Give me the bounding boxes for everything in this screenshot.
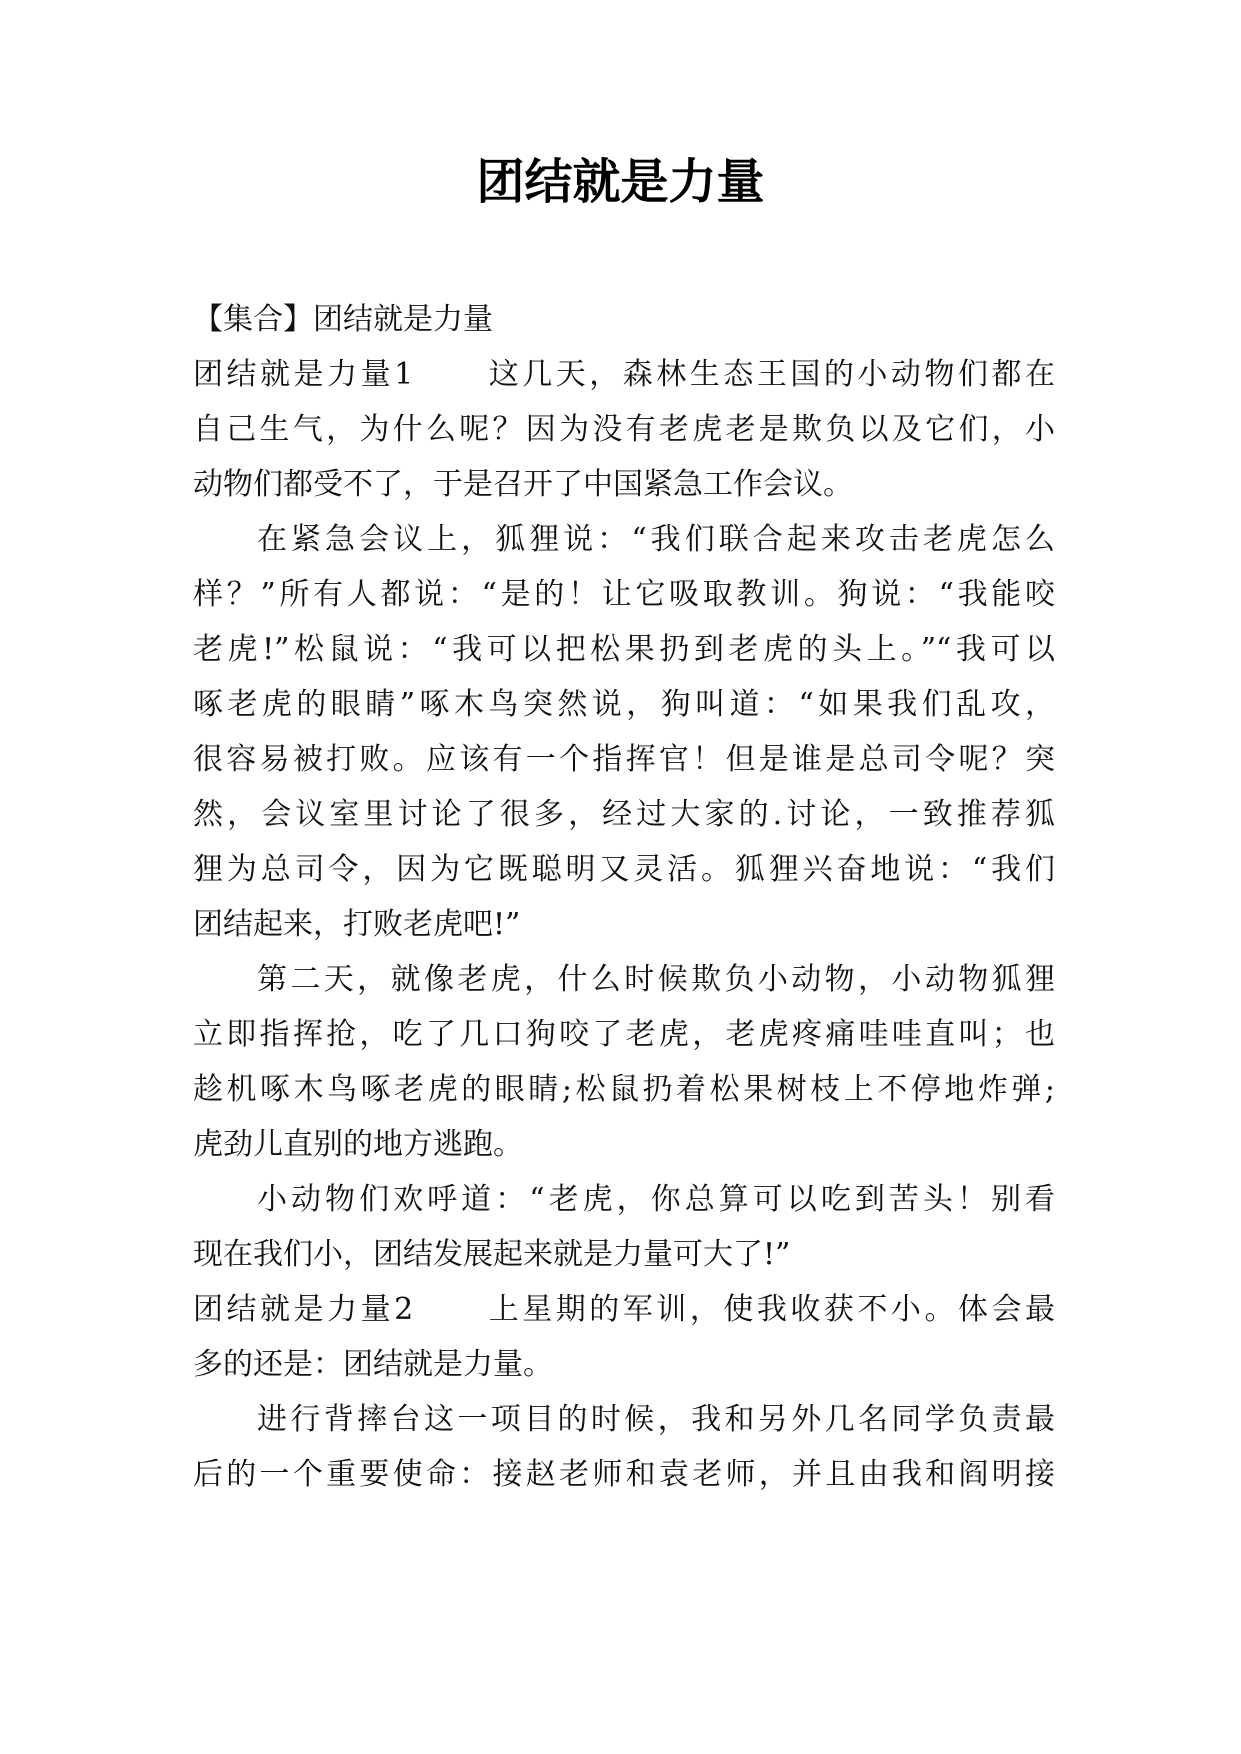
text-line: 自己生气，为什么呢？因为没有老虎老是欺负以及它们，小 xyxy=(193,412,1055,447)
text-line: 趁机啄木鸟啄老虎的眼睛;松鼠扔着松果树枝上不停地炸弹; xyxy=(193,1072,1055,1107)
paragraph-line: 小动物们欢呼道：“老虎，你总算可以吃到苦头！别看 xyxy=(257,1182,1055,1217)
paragraph-line: 在紧急会议上，狐狸说：“我们联合起来攻击老虎怎么 xyxy=(257,522,1055,557)
text-line: 团结起来，打败老虎吧!” xyxy=(193,907,521,942)
document-title: 团结就是力量 xyxy=(476,154,765,210)
text-line: 老虎!”松鼠说：“我可以把松果扔到老虎的头上。”“我可以 xyxy=(193,632,1055,667)
text-line: 然，会议室里讨论了很多，经过大家的.讨论，一致推荐狐 xyxy=(193,797,1055,832)
section-1-label: 团结就是力量1 xyxy=(193,357,414,392)
text-line: 动物们都受不了，于是召开了中国紧急工作会议。 xyxy=(193,467,853,502)
section-2-label: 团结就是力量2 xyxy=(193,1292,414,1327)
text-line: 虎劲儿直别的地方逃跑。 xyxy=(193,1127,523,1162)
section-1-first-line xyxy=(193,347,1055,402)
text-line: 立即指挥抢，吃了几口狗咬了老虎，老虎疼痛哇哇直叫；也 xyxy=(193,1017,1055,1052)
text-line: 现在我们小，团结发展起来就是力量可大了!” xyxy=(193,1237,791,1272)
heading-line: 【集合】团结就是力量 xyxy=(193,302,493,337)
text-line: 啄老虎的眼睛”啄木鸟突然说，狗叫道：“如果我们乱攻， xyxy=(193,687,1055,722)
text-line: 很容易被打败。应该有一个指挥官！但是谁是总司令呢？突 xyxy=(193,742,1055,777)
paragraph-line: 进行背摔台这一项目的时候，我和另外几名同学负责最 xyxy=(257,1402,1055,1437)
section-2-first-text: 上星期的军训，使我收获不小。体会最 xyxy=(485,1292,1056,1327)
paragraph-line: 第二天，就像老虎，什么时候欺负小动物，小动物狐狸 xyxy=(257,962,1055,997)
text-line: 样？”所有人都说：“是的！让它吸取教训。狗说：“我能咬 xyxy=(193,577,1055,612)
text-line: 后的一个重要使命：接赵老师和袁老师，并且由我和阎明接 xyxy=(193,1457,1055,1492)
document-body xyxy=(193,292,1055,1502)
section-1-first-text: 这几天，森林生态王国的小动物们都在 xyxy=(485,357,1056,392)
section-2-first-line xyxy=(193,1282,1055,1337)
text-line: 狸为总司令，因为它既聪明又灵活。狐狸兴奋地说：“我们 xyxy=(193,852,1055,887)
text-line: 多的还是：团结就是力量。 xyxy=(193,1347,553,1382)
